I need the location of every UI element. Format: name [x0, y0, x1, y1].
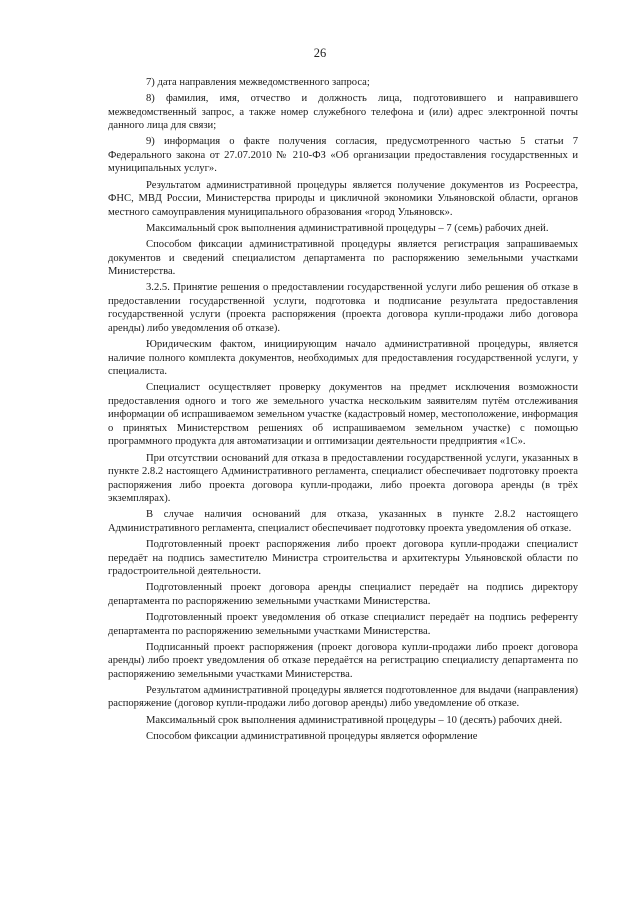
- paragraph-9: Специалист осуществляет проверку документов на предмет исключения возможности предоставления одного и того же земельного участка нескольким заявителям путём отслеживания информации об испрашиваемом земельном участке (кадастровый номер, местоположение, информация о принятых Министерством решениях об испрашиваемом земельном участке) с помощью программного продукта для автоматизации и оптимизации деятельности предприятия «1С».: [108, 382, 578, 448]
- paragraph-18: Способом фиксации административной процедуры является оформление: [146, 730, 478, 742]
- paragraph-14: Подготовленный проект уведомления об отказе специалист передаёт на подпись референту департамента по распоряжению земельными участками Министерства.: [108, 611, 578, 637]
- paragraph-16: Результатом административной процедуры является подготовленное для выдачи (направления) распоряжение (договор купли-продажи либо договор аренды) либо уведомление об отказе.: [108, 684, 578, 710]
- paragraph-4: Результатом административной процедуры является получение документов из Росреестра, ФНС, МВД России, Министерства природы и цикличной экономики Ульяновской области, органов местного самоуправления муниципального образования «город Ульяновск».: [108, 179, 578, 218]
- paragraph-12: Подготовленный проект распоряжения либо проект договора купли-продажи специалист передаёт на подпись заместителю Министра строительства и архитектуры Ульяновской области по градостроительной деятельности.: [108, 539, 578, 578]
- paragraph-11: В случае наличия оснований для отказа, указанных в пункте 2.8.2 настоящего Административного регламента, специалист обеспечивает подготовку проекта уведомления об отказе.: [108, 509, 578, 534]
- paragraph-5: Максимальный срок выполнения административной процедуры – 7 (семь) рабочих дней.: [146, 222, 549, 234]
- paragraph-7: 3.2.5. Принятие решения о предоставлении государственной услуги либо решения об отказе в предоставлении государственной услуги, подготовка и подписание результата предоставления государственной услуги (проекта распоряжения (проекта договора купли-продажи либо договора аренды) либо уведомления об отказе).: [108, 282, 578, 334]
- paragraph-1: 7) дата направления межведомственного запроса;: [146, 77, 370, 88]
- page-body: [108, 76, 578, 746]
- paragraph-3: 9) информация о факте получения согласия, предусмотренного частью 5 статьи 7 Федерального закона от 27.07.2010 № 210-ФЗ «Об организации предоставления государственных и муниципальных услуг».: [108, 136, 578, 175]
- paragraph-6: Способом фиксации административной процедуры является регистрация запрашиваемых документов и сведений специалистом департамента по распоряжению земельными участками Министерства.: [108, 238, 578, 278]
- paragraph-17: Максимальный срок выполнения административной процедуры – 10 (десять) рабочих дней.: [146, 714, 563, 726]
- paragraph-2: 8) фамилия, имя, отчество и должность лица, подготовившего и направившего межведомственный запрос, а также номер служебного телефона и (или) адрес электронной почты данного лица для связи;: [108, 93, 578, 132]
- paragraph-15: Подписанный проект распоряжения (проект договора купли-продажи либо проект договора аренды) либо проект уведомления об отказе передаётся на регистрацию специалисту департамента по распоряжению земельными участками Министерства.: [108, 641, 578, 680]
- paragraph-8: Юридическим фактом, инициирующим начало административной процедуры, является наличие полного комплекта документов, необходимых для предоставления государственной услуги, у специалиста.: [108, 339, 578, 378]
- paragraph-10: При отсутствии оснований для отказа в предоставлении государственной услуги, указанных в пункте 2.8.2 настоящего Административного регламента, специалист обеспечивает подготовку проекта распоряжения либо проекта договора купли-продажи, либо проекта договора аренды (в трёх экземплярах).: [108, 452, 578, 505]
- paragraph-13: Подготовленный проект договора аренды специалист передаёт на подпись директору департамента по распоряжению земельными участками Министерства.: [108, 582, 578, 607]
- page-number: 26: [313, 46, 327, 60]
